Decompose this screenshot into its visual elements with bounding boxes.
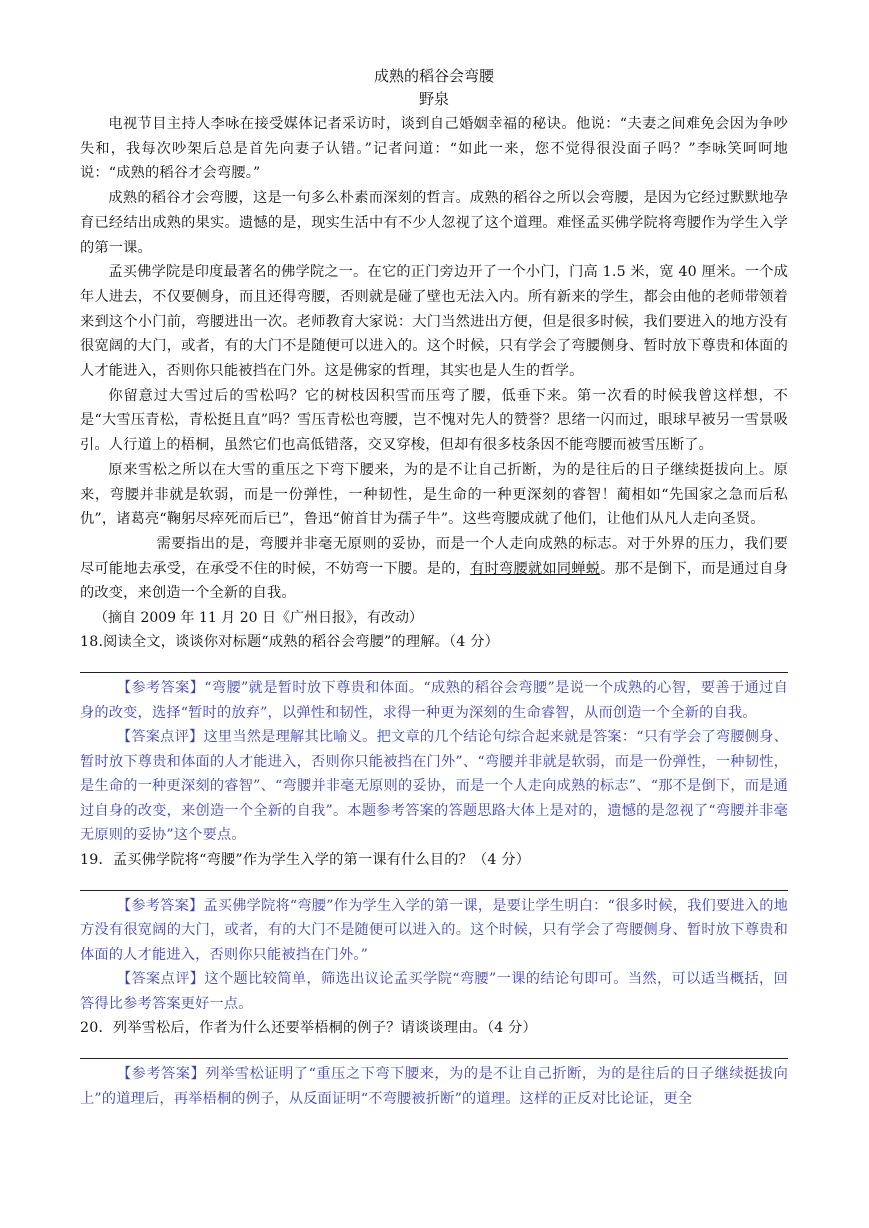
underlined-sentence: 有时弯腰就如同蝉蜕 (470, 560, 601, 577)
article-paragraph-1: 电视节目主持人李咏在接受媒体记者采访时，谈到自己婚姻幸福的秘诀。他说：“夫妻之间难免会因为争吵失和，我每次吵架后总是首先向妻子认错。”记者问道：“如此一来，您不觉得很没面子吗？”李咏笑呵呵地说：“成熟的稻谷才会弯腰。” (80, 116, 788, 182)
comment-label: 【答案点评】 (116, 729, 204, 746)
article-paragraph-2: 成熟的稻谷才会弯腰，这是一句多么朴素而深刻的哲言。成熟的稻谷之所以会弯腰，是因为它经过默默地孕育已经结出成熟的果实。遗憾的是，现实生活中有不少人忽视了这个道理。难怪孟买佛学院将弯腰作为学生入学的第一课。 (80, 190, 788, 256)
question-20: 20．列举雪松后，作者为什么还要举梧桐的例子？请谈谈理由。（4 分） (80, 1020, 537, 1037)
article-paragraph-5: 原来雪松之所以在大雪的重压之下弯下腰来，为的是不让自己折断，为的是往后的日子继续挺拔向上。原来，弯腰并非就是软弱，而是一份弹性，一种韧性，是生命的一种更深刻的睿智！蔺相如“先国家之急而后私仇”，诸葛亮“鞠躬尽瘁死而后已”，鲁迅“俯首甘为孺子牛”。这些弯腰成就了他们，让他们从凡人走向圣贤。 (80, 461, 788, 528)
question-19-answer (80, 894, 788, 968)
comment-text: 这里当然是理解其比喻义。把文章的几个结论句综合起来就是答案：“只有学会了弯腰侧身、暂时放下尊贵和体面的人才能进入，否则你只能被挡在门外”、“弯腰并非就是软弱，而是一份弹性，一种韧性，是生命的一种更深刻的睿智”、“弯腰并非毫无原则的妥协，而是一个人走向成熟的标志”、“那不是倒下，而是通过自身的改变，来创造一个全新的自我”。本题参考答案的答题思路大体上是对的，遗憾的是忽视了“弯腰并非毫无原则的妥协”这个要点。 (80, 729, 788, 844)
answer-text: “弯腰”就是暂时放下尊贵和体面。“成熟的稻谷会弯腰”是说一个成熟的心智，要善于通过自身的改变，选择“暂时的放弃”，以弹性和韧性，求得一种更为深刻的生命睿智，从而创造一个全新的自我。 (80, 680, 788, 721)
comment-label: 【答案点评】 (116, 971, 205, 988)
article-source: （摘自 2009 年 11 月 20 日《广州日报》，有改动） (94, 610, 423, 627)
document-page (80, 64, 788, 1111)
answer-line (80, 1058, 788, 1059)
answer-label: 【参考答案】 (116, 1066, 206, 1083)
answer-line (80, 672, 788, 673)
article-paragraph-4: 你留意过大雪过后的雪松吗？它的树枝因积雪而压弯了腰，低垂下来。第一次看的时候我曾这样想，不是“大雪压青松，青松挺且直”吗？雪压青松也弯腰，岂不愧对先人的赞誉？思绪一闪而过，眼球早被另一雪景吸引。人行道上的梧桐，虽然它们也高低错落，交叉穿梭，但却有很多枝条因不能弯腰而被雪压断了。 (80, 387, 788, 454)
article-title: 成熟的稻谷会弯腰 (373, 67, 494, 85)
article-paragraph-6-before: 需要指出的是，弯腰并非毫无原则的妥协，而是一个人走向成熟的标志。对于外界的压力，我们要尽可能地去承受，在承受不住的时候，不妨弯一下腰。是的， (80, 535, 788, 577)
article-author: 野泉 (418, 90, 449, 108)
question-18-comment (80, 725, 788, 848)
comment-text: 这个题比较简单，筛选出议论孟买学院“弯腰”一课的结论句即可。当然，可以适当概括，回答得比参考答案更好一点。 (80, 971, 788, 1012)
article-paragraph-6 (80, 532, 788, 606)
answer-label: 【参考答案】 (116, 680, 205, 697)
question-18: 18.阅读全文，谈谈你对标题“成熟的稻谷会弯腰”的理解。（4 分） (80, 634, 499, 651)
answer-line (80, 890, 788, 891)
answer-text: 列举雪松证明了“重压之下弯下腰来，为的是不让自己折断，为的是往后的日子继续挺拔向上”的道理后，再举梧桐的例子，从反面证明“不弯腰被折断”的道理。这样的正反对比论证，更全 (80, 1066, 788, 1107)
article-paragraph-3: 孟买佛学院是印度最著名的佛学院之一。在它的正门旁边开了一个小门，门高 1.5 米，宽 40 厘米。一个成年人进去，不仅要侧身，而且还得弯腰，否则就是碰了壁也无法入内。所有新来的学生，都会由他的老师带领着来到这个小门前，弯腰进出一次。老师教育大家说：大门当然进出方便，但是很多时候，我们要进入的地方没有很宽阔的大门，或者，有的大门不是随便可以进入的。这个时候，只有学会了弯腰侧身、暂时放下尊贵和体面的人才能进入，否则你只能被挡在门外。这是佛家的哲理，其实也是人生的哲学。 (80, 264, 788, 380)
answer-label: 【参考答案】 (116, 897, 204, 914)
question-19: 19．孟买佛学院将“弯腰”作为学生入学的第一课有什么目的？（4 分） (80, 851, 531, 868)
answer-text: 孟买佛学院将“弯腰”作为学生入学的第一课，是要让学生明白：“很多时候，我们要进入的地方没有很宽阔的大门，或者，有的大门不是随便可以进入的。这个时候，只有学会了弯腰侧身、暂时放下尊贵和体面的人才能进入，否则你只能被挡在门外。” (80, 897, 788, 963)
article-paragraph-6-after: 。那不是倒下，而是通过自身的改变，来创造一个全新的自我。 (80, 560, 789, 602)
question-20-answer (80, 1062, 788, 1111)
question-18-answer (80, 676, 788, 725)
question-19-comment (80, 967, 788, 1016)
